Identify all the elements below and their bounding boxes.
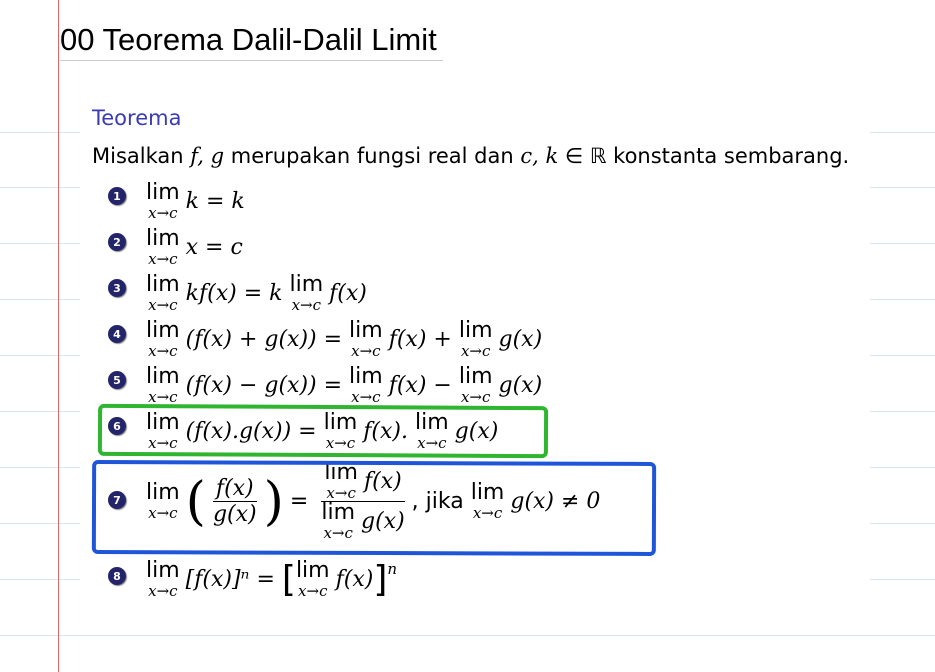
item-number-4: 4 — [108, 325, 126, 343]
ruled-line — [0, 467, 80, 468]
ruled-line — [0, 523, 80, 524]
item-number-3: 3 — [108, 279, 126, 297]
green-highlight-box — [98, 404, 548, 458]
ruled-line — [0, 243, 80, 244]
theorem-heading: Teorema — [92, 106, 182, 130]
ruled-line — [0, 299, 80, 300]
ruled-line — [0, 355, 80, 356]
ruled-line — [870, 299, 935, 300]
ruled-line — [0, 187, 80, 188]
page-title: 00 Teorema Dalil-Dalil Limit — [60, 20, 443, 61]
ruled-line — [870, 467, 935, 468]
limit-rule-5: lim x→c (f(x) − g(x)) = lim x→c f(x) − lim x→c g(x) — [146, 364, 543, 406]
limit-rule-1: lim x→c k = k — [146, 180, 245, 222]
limit-rule-4: lim x→c (f(x) + g(x)) = lim x→c f(x) + lim x→c g(x) — [146, 318, 543, 360]
item-number-5: 5 — [108, 371, 126, 389]
ruled-line — [870, 355, 935, 356]
ruled-line — [870, 187, 935, 188]
ruled-line — [870, 523, 935, 524]
ruled-line — [870, 243, 935, 244]
theorem-intro: Misalkan f, g merupakan fungsi real dan c, k ∈ ℝ konstanta sembarang. — [92, 144, 850, 168]
ruled-line — [870, 411, 935, 412]
ruled-line — [870, 579, 935, 580]
ruled-line — [0, 411, 80, 412]
ruled-line — [0, 635, 935, 636]
item-number-8: 8 — [108, 567, 126, 585]
ruled-line — [0, 132, 80, 133]
ruled-line — [0, 579, 80, 580]
item-number-7: 7 — [108, 491, 126, 509]
limit-rule-6: lim x→c (f(x).g(x)) = lim x→c f(x). lim x→c g(x) — [146, 410, 499, 452]
item-number-1: 1 — [108, 187, 126, 205]
limit-rule-8: lim x→c [f(x)]ⁿ = [ lim x→c f(x) ] $^n$ — [146, 558, 398, 600]
limit-rule-2: lim x→c x = c — [146, 226, 243, 268]
blue-highlight-box — [92, 460, 656, 556]
item-number-2: 2 — [108, 233, 126, 251]
margin-line — [58, 0, 59, 672]
item-number-6: 6 — [108, 417, 126, 435]
limit-rule-7: lim x→c ( $\frac{f(x)}{g(x)}$ ) = lim x→c f(x) lim x→c g(x) , jika lim x→c g(x) ≠ 0 — [146, 460, 601, 542]
ruled-line — [870, 132, 935, 133]
limit-rule-3: lim x→c kf(x) = k lim x→c f(x) — [146, 272, 367, 314]
